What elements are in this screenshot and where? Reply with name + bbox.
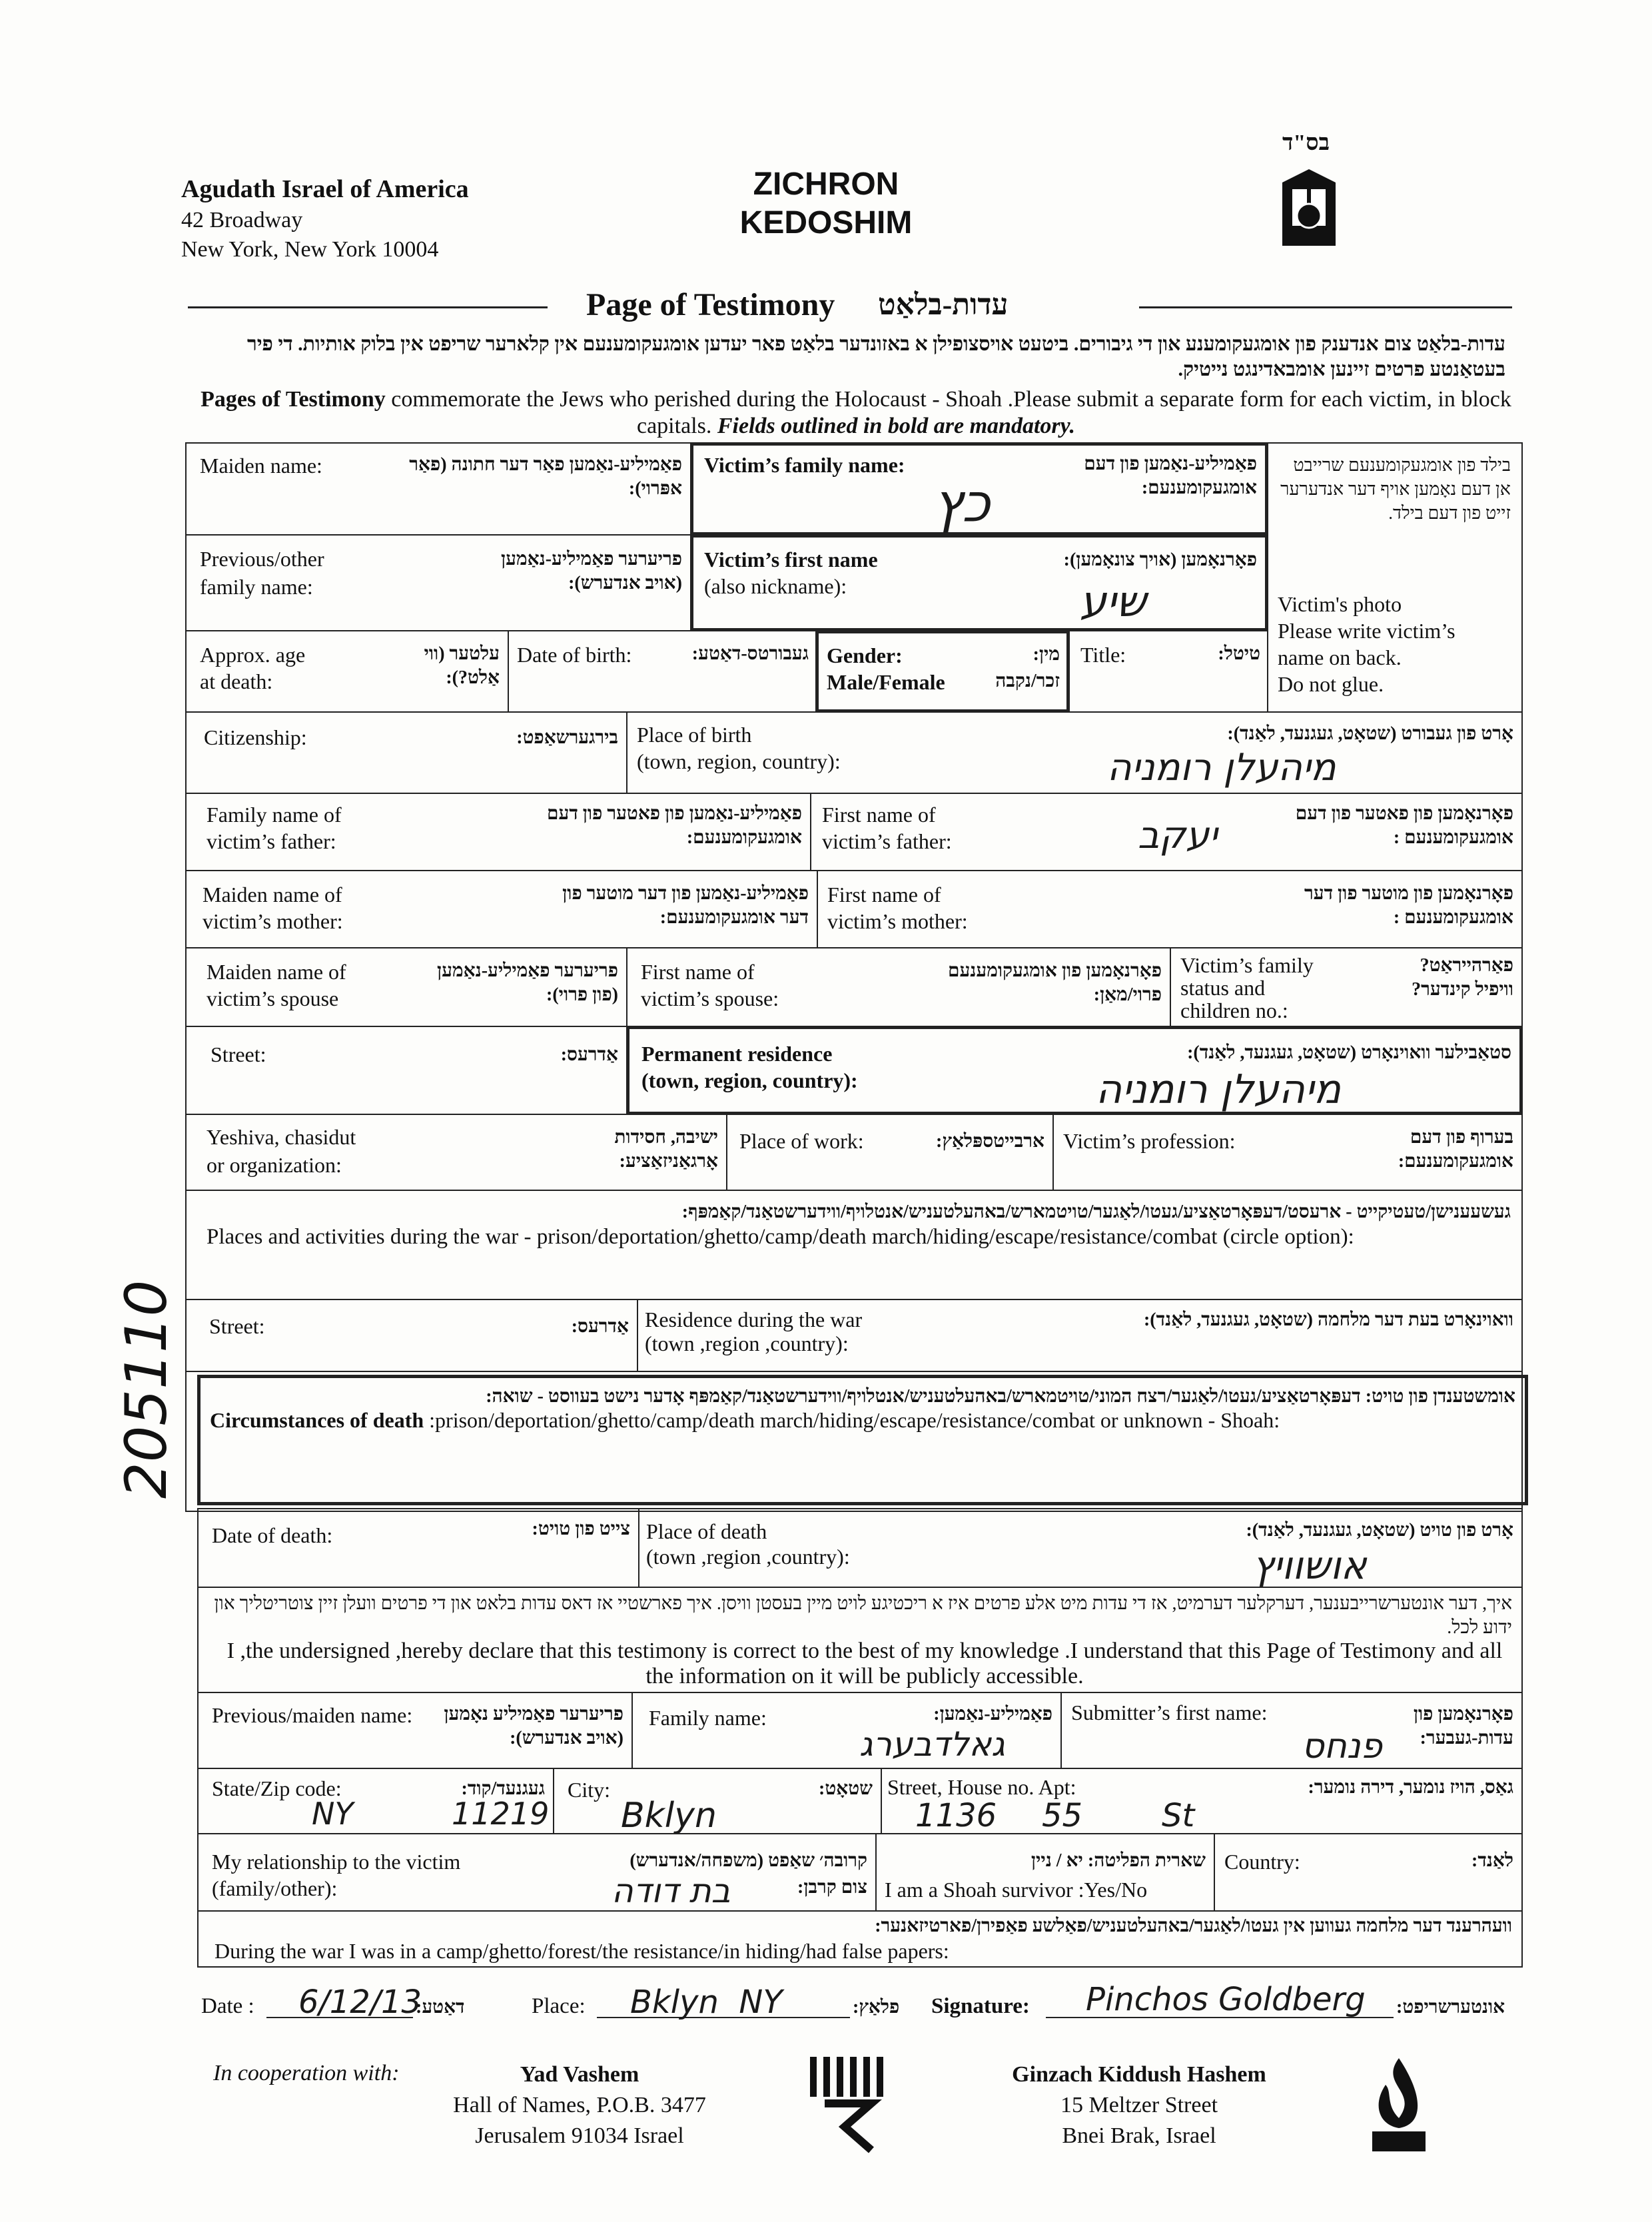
place-of-work-field[interactable] [726,1114,1054,1191]
state-zip-label: State/Zip code: [212,1776,342,1800]
gender-label-he-2: זכר/נקבה [995,671,1060,691]
father-first-name-label-1: First name of [822,803,936,827]
date-of-birth-label-he: געבורטס-דאַטע: [691,643,809,664]
date-of-death-label: Date of death: [212,1523,333,1547]
relationship-label-he-2: צום קרבן: [797,1877,867,1898]
circumstances-label-bold: Circumstances of death [210,1408,424,1432]
street-house-label-he: גאַס, הויז נומער, דירה נומער: [1308,1777,1513,1798]
place-label: Place: [532,1994,586,2018]
submitter-prev-name-field[interactable] [197,1692,633,1769]
date-value: 6/12/13 [298,1984,422,2021]
mother-first-name-label-1: First name of [827,883,941,907]
mother-maiden-name-label-2: victim’s mother: [203,909,343,933]
bsd-mark: בס"ד [1282,131,1330,155]
yad-vashem-address-2: Jerusalem 91034 Israel [475,2123,684,2148]
intro-english [193,386,1519,440]
spouse-first-name-label-he: פאָרנאָמען פון אומגעקומענעם פרוי/מאַן: [947,960,1162,1005]
survivor-label-he: שארית הפליטה: יא / ניין [1031,1850,1206,1871]
father-first-name-label-he: פאָרנאָמען פון פאטער פון דעם אומגעקומענעם : [1295,803,1513,848]
street-suffix-value: St [1162,1797,1195,1834]
family-status-label-he: פאַרהייראַט? וויפיל קינדער? [1412,955,1513,1000]
place-of-work-label: Place of work: [739,1129,864,1153]
war-street-field[interactable] [185,1299,638,1372]
yeshiva-label-2: or organization: [206,1153,342,1177]
title-line-1: ZICHRON [753,167,899,202]
victim-family-name-label-he: פאַמיליע-נאַמען פון דעם אומגעקומענעם: [1084,454,1257,498]
place-of-death-label-2: (town ,region ,country): [646,1545,850,1569]
signature-label: Signature: [931,1994,1030,2018]
war-residence-label-2: (town ,region ,country): [645,1331,849,1355]
victim-family-name-field[interactable] [690,442,1268,536]
street-house-field[interactable] [881,1768,1523,1834]
previous-family-name-label-2: family name: [200,575,313,599]
victim-first-name-label-he: פאָרנאָמען (אויך צונאָמען): [1063,550,1257,570]
submitter-first-name-field[interactable] [1060,1692,1523,1769]
approx-age-label-he: עלטער (ווי אַלט?): [424,643,500,688]
submitter-first-name-value: פנחס [1302,1726,1383,1766]
relationship-field[interactable] [197,1833,877,1912]
gender-label-1: Gender: [827,643,903,667]
war-residence-field[interactable] [637,1299,1523,1372]
photo-instructions-he: בילד פון אומגעקומענעם שרייבט אן דעם נאָמען אויף דער אנדערער זייט פון דעם בילד. [1280,455,1511,523]
org-address-line-1: 42 Broadway [181,208,303,232]
state-zip-field[interactable] [197,1768,554,1834]
spouse-maiden-name-label-he: פריערער פאַמיליע-נאַמען (פון פרוי): [437,960,618,1005]
mother-maiden-name-label-he: פאַמיליע-נאַמען פון דער מוטער פון דער אומגעקומענעם: [562,883,809,928]
country-label: Country: [1224,1850,1300,1874]
ginzach-flame-logo-icon [1359,2051,1439,2158]
place-of-death-label-1: Place of death [646,1519,767,1543]
war-location-label-he: וועהרענד דער מלחמה געווען אין געטו/לאַגער/באהעלטעניש/פאַלשע פאַפירן/פארטיזאנער: [875,1916,1512,1936]
victim-first-name-field[interactable] [690,534,1268,631]
declaration-he: איך, דער אונטערשרייבענער, דערקלער דערמיט, אז די עדות מיט אלע פרטים איז א ריכטיגע לויט מיין בעסטן וויסן. איך פארשטיי אז דאס עדות בלאט און די פרטים וועלן זיין צוטריטליך און ידוע לכל. [214,1593,1512,1638]
country-field[interactable] [1214,1833,1523,1912]
cooperation-label: In cooperation with: [213,2061,400,2085]
circumstances-label-text: :prison/deportation/ghetto/camp/death march/hiding/escape/resistance/combat or unknown - Shoah: [424,1408,1280,1432]
title-line-2: KEDOSHIM [739,205,913,240]
signature-input[interactable] [1046,1981,1394,2018]
org-name: Agudath Israel of America [181,175,469,203]
page-title: Page of Testimony [586,287,835,322]
photo-label-1: Victim's photo [1278,592,1402,616]
father-family-name-label-1: Family name of [206,803,342,827]
date-label-he: דאַטע: [416,1997,465,2018]
date-input[interactable] [266,1984,422,2021]
permanent-residence-field[interactable] [626,1026,1523,1115]
date-of-birth-label: Date of birth: [517,643,632,667]
permanent-residence-label-he: סטאַבילער וואוינאָרט (שטאָט, געגנעד, לאַנד): [1187,1042,1511,1063]
city-field[interactable] [553,1768,882,1834]
citizenship-label: Citizenship: [204,725,307,749]
house-number-value: 1136 [915,1797,997,1834]
archive-number: 205110 [113,1280,180,1499]
date-of-birth-field[interactable] [508,630,817,713]
maiden-name-label: Maiden name: [200,454,322,478]
approx-age-field[interactable] [185,630,509,713]
title-label-he: טיטל: [1218,643,1260,664]
victim-first-name-label-1: Victim’s first name [704,548,878,571]
city-value: Bklyn [621,1796,717,1836]
war-location-label: During the war I was in a camp/ghetto/forest/the resistance/in hiding/had false papers: [214,1939,949,1963]
date-label: Date : [201,1994,254,2018]
spouse-maiden-name-field[interactable] [185,947,627,1027]
victim-family-name-label: Victim’s family name: [704,453,905,477]
profession-label: Victim’s profession: [1063,1129,1236,1153]
street-number-value: 55 [1042,1797,1083,1834]
family-status-label-1: Victim’s family [1180,953,1314,977]
intro-text: commemorate the Jews who perished during the Holocaust - Shoah .Please submit a separate form for each victim, in block capitals. [385,387,1511,438]
street-house-label: Street, House no. Apt: [887,1775,1076,1799]
declaration-en: I ,the undersigned ,hereby declare that this testimony is correct to the best of my knowledge .I understand that this Page of Testimony and all the information on it will be publicly accessible. [226,1639,1503,1688]
war-residence-label-he: וואוינאָרט בעת דער מלחמה (שטאָט, געגנעד, לאַנד): [1143,1309,1513,1330]
war-activities-label: Places and activities during the war - prison/deportation/ghetto/camp/death march/hiding/escape/resistance/combat (circle option): [206,1225,1354,1249]
profession-label-he: בערוף פון דעם אומגעקומענעם: [1398,1127,1513,1172]
street-label: Street: [210,1042,266,1066]
title-label: Title: [1080,643,1126,667]
victim-photo-area[interactable] [1267,442,1523,713]
place-of-work-label-he: ארבייטספּלאַץ: [936,1131,1044,1152]
family-status-label-2: status and [1180,976,1266,1000]
mother-first-name-label-2: victim’s mother: [827,909,968,933]
relationship-label-2: (family/other): [212,1876,338,1900]
previous-family-name-label-he: פריערער פאַמיליע-נאַמען (אויב אנדערש): [501,549,682,593]
yad-vashem-address-1: Hall of Names, P.O.B. 3477 [453,2093,706,2117]
ginzach-address-2: Bnei Brak, Israel [1062,2123,1216,2148]
gender-label-he-1: מין: [1032,644,1060,665]
circumstances-of-death-field[interactable] [197,1375,1528,1505]
citizenship-label-he: בירגערשאַפט: [516,727,618,748]
maiden-name-field[interactable] [185,442,691,536]
yeshiva-label-1: Yeshiva, chasidut [206,1125,356,1149]
citizenship-field[interactable] [185,711,627,794]
submitter-family-name-label-he: פאַמיליע-נאַמען: [933,1704,1052,1724]
spouse-maiden-name-label-2: victim’s spouse [206,986,339,1010]
submitter-prev-name-label: Previous/maiden name: [212,1703,413,1727]
state-zip-label-he: געגנעד/קוד: [461,1778,545,1799]
street-label-he: אַדרעס: [560,1044,618,1065]
mother-maiden-name-field[interactable] [185,870,818,948]
photo-label-4: Do not glue. [1278,672,1384,696]
title-rule-right [1139,306,1512,308]
place-of-death-label-he: אָרט פון טויט (שטאָט, געגנעד, לאַנד): [1246,1520,1513,1541]
submitter-family-name-label: Family name: [649,1706,767,1730]
zip-value: 11219 [452,1796,550,1832]
yeshiva-field[interactable] [185,1114,727,1191]
yad-vashem-name: Yad Vashem [520,2062,639,2087]
victim-first-name-value: שיע [1080,577,1146,627]
place-of-death-field[interactable] [638,1508,1523,1588]
page-title-hebrew: עדות-בלאַט [878,288,1009,321]
date-of-death-label-he: צייט פון טויט: [532,1519,630,1539]
relationship-label-he-1: קרובה׳ שאַפט (משפחה/אנדערש) [629,1850,867,1871]
survivor-label: I am a Shoah survivor :Yes/No [885,1878,1148,1902]
place-value: Bklyn NY [630,1984,783,2021]
place-of-birth-field[interactable] [626,711,1523,794]
street-field[interactable] [185,1026,627,1115]
city-label-he: שטאָט: [819,1778,873,1799]
profession-field[interactable] [1052,1114,1523,1191]
yad-vashem-menorah-icon [805,2050,891,2157]
war-activities-label-he: געשעענישן/טעטיקייט - ארעסט/דעפּאָרטאַציע/געטו/לאַגער/טויטמארש/באהעלטעניש/אנטלויף/ווידערשטאַנד/קאַמפּף: [681,1202,1511,1222]
photo-label-2: Please write victim’s [1278,619,1455,643]
war-street-label: Street: [209,1314,265,1338]
war-location-field[interactable] [197,1910,1523,1968]
gender-field[interactable] [815,630,1070,713]
permanent-residence-label-1: Permanent residence [641,1042,833,1066]
mother-first-name-label-he: פאָרנאָמען פון מוטער פון דער אומגעקומענעם : [1304,883,1513,928]
previous-family-name-label-1: Previous/other [200,547,324,571]
place-of-birth-label-2: (town, region, country): [637,749,841,773]
mother-maiden-name-label-1: Maiden name of [203,883,342,907]
signature-value: Pinchos Goldberg [1086,1981,1366,2018]
relationship-value: בת דודה [612,1872,731,1910]
father-family-name-field[interactable] [185,793,811,871]
father-family-name-label-he: פאַמיליע-נאַמען פון פאטער פון דעם אומגעקומענעם: [547,803,802,848]
yeshiva-label-he: ישיבה, חסידות אָרגאַניזאַציע: [614,1127,718,1172]
agudath-logo-icon [1279,163,1339,249]
city-label: City: [568,1778,611,1802]
family-status-field[interactable] [1170,947,1523,1027]
place-of-death-value: אושוויץ [1252,1543,1367,1588]
spouse-first-name-field[interactable] [626,947,1171,1027]
place-input[interactable] [597,1984,850,2021]
father-family-name-label-2: victim’s father: [206,829,336,853]
intro-bold: Pages of Testimony [201,387,386,412]
war-street-label-he: אַדרעס: [571,1316,629,1337]
title-field[interactable] [1068,630,1268,713]
previous-family-name-field[interactable] [185,534,691,631]
state-value: NY [312,1796,354,1832]
spouse-first-name-label-2: victim’s spouse: [641,986,779,1010]
war-activities-field[interactable] [185,1190,1523,1300]
war-residence-label-1: Residence during the war [645,1307,863,1331]
signature-label-he: אונטערשריפט: [1396,1997,1505,2018]
relationship-label-1: My relationship to the victim [212,1850,461,1874]
title-rule-left [188,306,548,308]
declaration-block [197,1587,1523,1693]
place-of-birth-label-he: אָרט פון געבורט (שטאָט, געגנעד, לאַנד): [1227,723,1513,744]
submitter-family-name-value: גאלדבערג [859,1725,1005,1764]
permanent-residence-value: מיהעלן רומניה [1096,1066,1342,1113]
victim-family-name-value: כץ [933,472,991,534]
family-status-label-3: children no.: [1180,998,1288,1022]
father-first-name-field[interactable] [810,793,1523,871]
survivor-field[interactable] [875,1833,1215,1912]
approx-age-label-2: at death: [200,669,273,693]
intro-hebrew: עדות-בלאַט צום אנדענק פון אומגעקומענע און די גיבורים. ביטעט אויסצופילן א באזונדער בלאַט פאר יעדען אומגעקומענעם אין קלארער שריפט אין בלוק אותיות. די פיר בעטאַנטע פרטים זיינען אומבאדינגט נייטיק. [246,333,1505,380]
mother-first-name-field[interactable] [817,870,1523,948]
intro-mandatory-note: Fields outlined in bold are mandatory. [717,414,1075,438]
circumstances-label [210,1407,1280,1433]
place-of-birth-value: מיהעלן רומניה [1107,746,1336,789]
submitter-first-name-label: Submitter’s first name: [1071,1700,1268,1724]
country-label-he: לאַנד: [1471,1850,1513,1871]
gender-label-2: Male/Female [827,670,945,694]
victim-first-name-label-2: (also nickname): [704,574,847,598]
submitter-prev-name-label-he: פריערער פאַמיליע נאָמען (אויב אנדערש): [444,1704,623,1748]
submitter-first-name-label-he: פאָרנאָמען פון עדות-געבער: [1413,1704,1513,1748]
date-of-death-field[interactable] [197,1508,639,1588]
place-label-he: פלאַץ: [853,1997,900,2018]
photo-label-3: name on back. [1278,645,1402,669]
circumstances-label-he: אומשטענדן פון טויט: דעפּאָרטאַציע/געטו/לאַגער/רצח המוני/טויטמארש/באהעלטעניש/אנטלויף/ווידערשטאַנד/קאַמפּף אָדער נישט בעווסט - שואה: [486,1386,1515,1407]
maiden-name-label-he: פאַמיליע-נאַמען פאַר דער חתונה (פאַר אפּרוי): [409,454,682,499]
place-of-birth-label-1: Place of birth [637,723,752,747]
spouse-maiden-name-label-1: Maiden name of [206,960,346,984]
ginzach-address-1: 15 Meltzer Street [1060,2093,1218,2117]
submitter-family-name-field[interactable] [631,1692,1062,1769]
father-first-name-label-2: victim’s father: [822,829,952,853]
ginzach-name: Ginzach Kiddush Hashem [1012,2062,1266,2087]
father-first-name-value: יעקב [1138,814,1218,857]
spouse-first-name-label-1: First name of [641,960,755,984]
approx-age-label-1: Approx. age [200,643,306,667]
org-address-line-2: New York, New York 10004 [181,237,439,262]
permanent-residence-label-2: (town, region, country): [641,1068,858,1092]
form-title [706,165,946,242]
